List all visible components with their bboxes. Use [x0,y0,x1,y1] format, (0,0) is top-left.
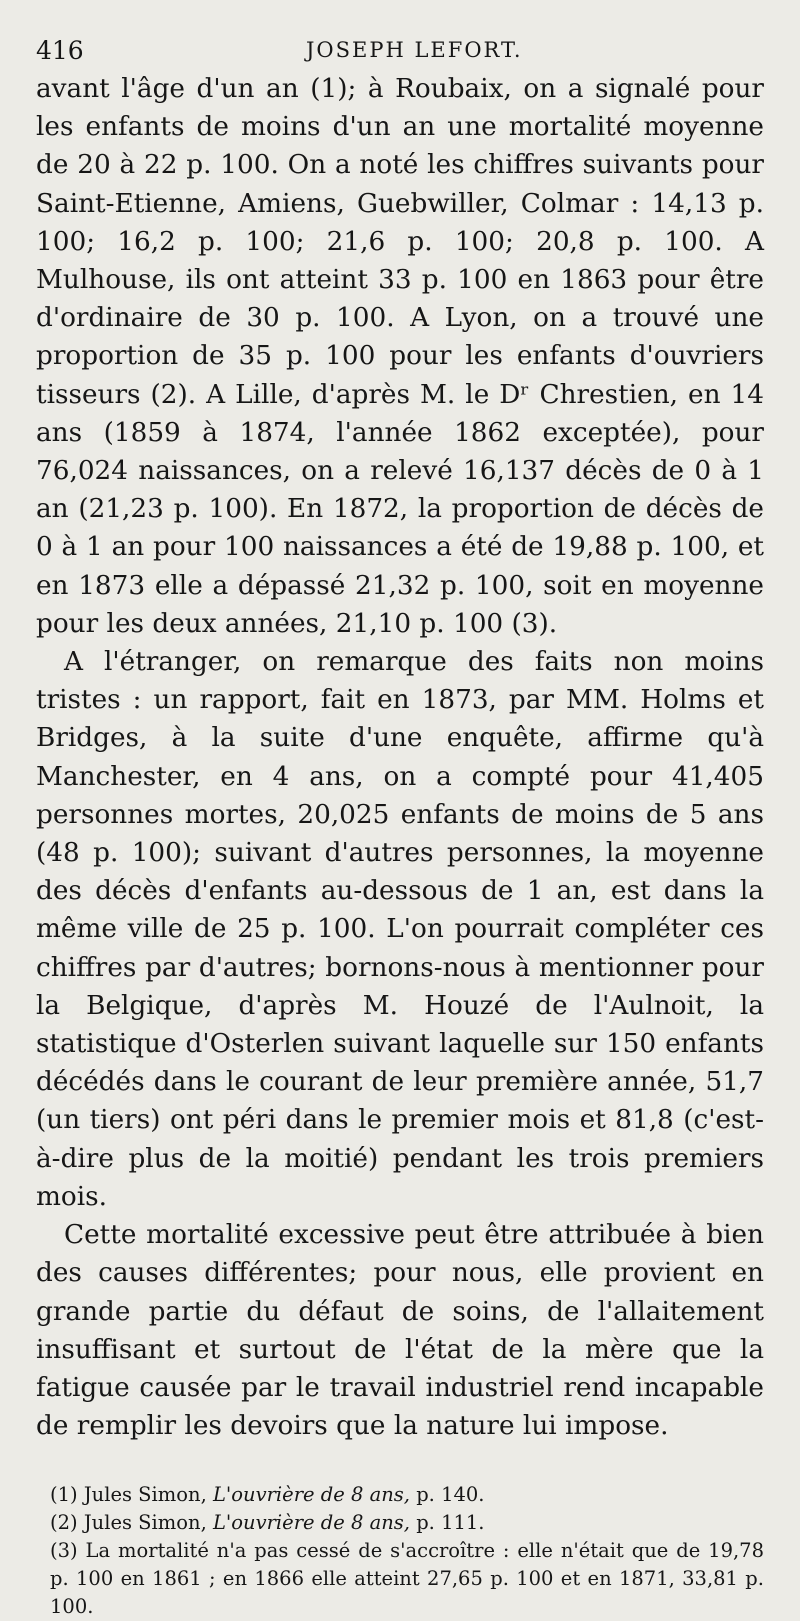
footnote-2 [36,1509,764,1537]
running-title: JOSEPH LEFORT. [306,38,523,62]
footnote-work: L'ouvrière de 8 ans, [212,1511,410,1535]
footnote-work: L'ouvrière de 8 ans, [212,1483,410,1507]
page-number: 416 [36,36,84,65]
footnote-1 [36,1481,764,1509]
footnote-author: Jules Simon, [83,1511,207,1535]
footnotes [36,1481,764,1621]
footnote-page: p. 111. [416,1511,485,1535]
paragraph-causes: Cette mortalité excessive peut être attribuée à bien des causes différentes; pour nous, elle provient en grande partie du défaut de soins, de l'allaitement insuffisant et surtout de l'état de la mère que la fatigue causée par le travail industriel rend incapable de remplir les devoirs que la nature lui impose. [36,1220,764,1442]
footnote-author: Jules Simon, [83,1483,207,1507]
footnote-marker: (2) [50,1511,78,1535]
footnote-marker: (3) [50,1539,78,1563]
footnote-text: La mortalité n'a pas cessé de s'accroître : elle n'était que de 19,78 p. 100 en 1861 ; en 1866 elle atteint 27,65 p. 100 et en 1871, 33,81 p. 100. [50,1539,764,1619]
footnote-page: p. 140. [416,1483,485,1507]
paragraph-continued: avant l'âge d'un an (1); à Roubaix, on a signalé pour les enfants de moins d'un an une mortalité moyenne de 20 à 22 p. 100. On a noté les chiffres suivants pour Saint-Etienne, Amiens, Guebwiller, Colmar : 14,13 p. 100; 16,2 p. 100; 21,6 p. 100; 20,8 p. 100. A Mulhouse, ils ont atteint 33 p. 100 en 1863 pour être d'ordinaire de 30 p. 100. A Lyon, on a trouvé une proportion de 35 p. 100 pour les enfants d'ouvriers tisseurs (2). A Lille, d'après M. le Dʳ Chrestien, en 14 ans (1859 à 1874, l'année 1862 exceptée), pour 76,024 naissances, on a relevé 16,137 décès de 0 à 1 an (21,23 p. 100). En 1872, la proportion de décès de 0 à 1 an pour 100 naissances a été de 19,88 p. 100, et en 1873 elle a dépassé 21,32 p. 100, soit en moyenne pour les deux années, 21,10 p. 100 (3). [36,74,764,639]
footnote-3 [36,1537,764,1621]
page-header [36,30,764,70]
paragraph-abroad: A l'étranger, on remarque des faits non moins tristes : un rapport, fait en 1873, par MM. Holms et Bridges, à la suite d'une enquête, affirme qu'à Manchester, en 4 ans, on a compté pour 41,405 personnes mortes, 20,025 enfants de moins de 5 ans (48 p. 100); suivant d'autres personnes, la moyenne des décès d'enfants au-dessous de 1 an, est dans la même ville de 25 p. 100. L'on pourrait compléter ces chiffres par d'autres; bornons-nous à mentionner pour la Belgique, d'après M. Houzé de l'Aulnoit, la statistique d'Osterlen suivant laquelle sur 150 enfants décédés dans le courant de leur première année, 51,7 (un tiers) ont péri dans le premier mois et 81,8 (c'est-à-dire plus de la moitié) pendant les trois premiers mois. [36,647,764,1212]
footnote-marker: (1) [50,1483,78,1507]
body-text [36,70,764,1445]
